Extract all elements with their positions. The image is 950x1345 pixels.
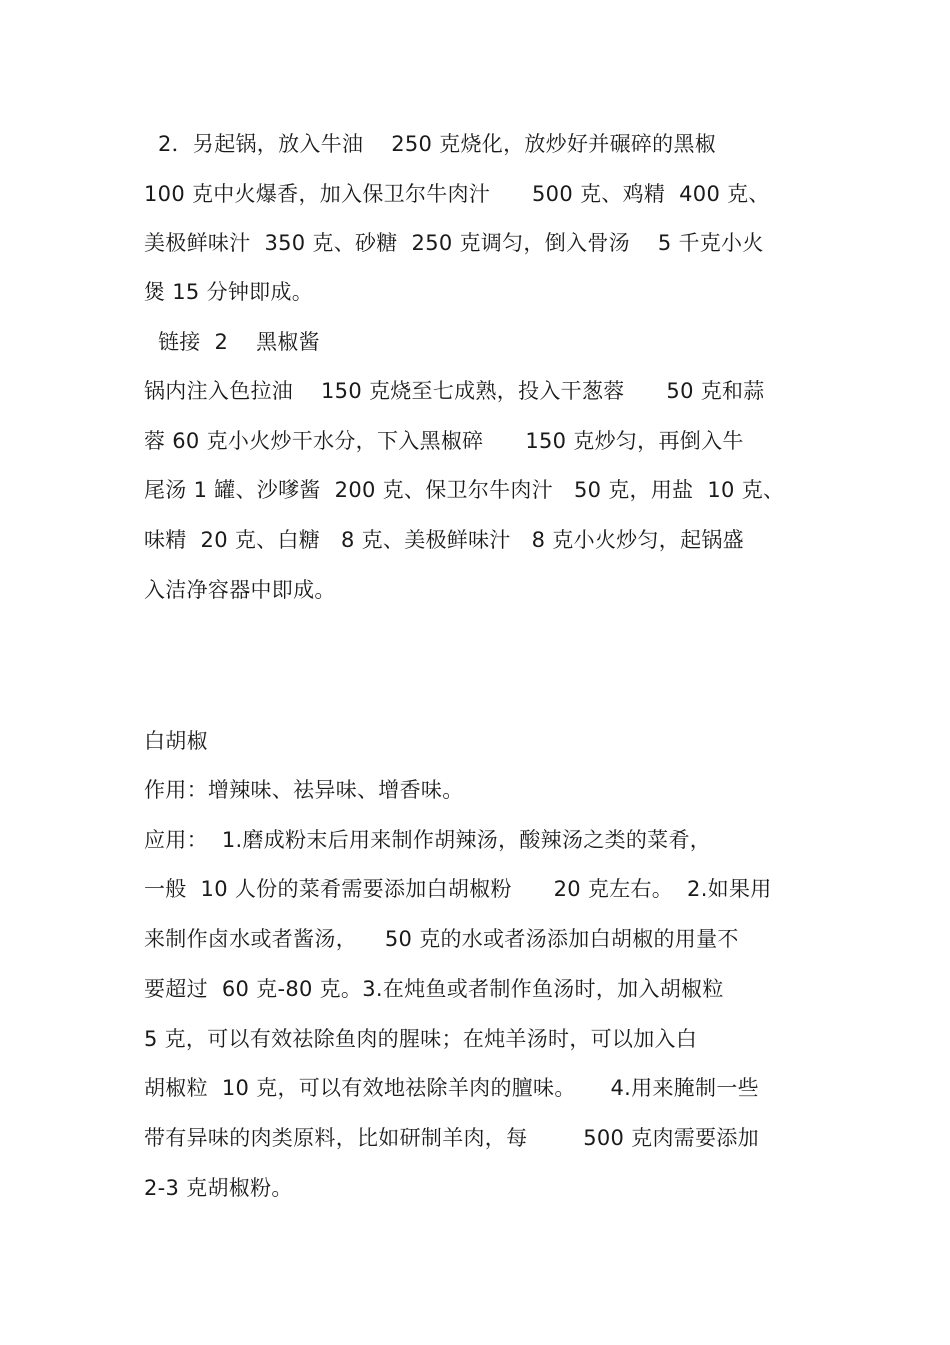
section2-line-2: 蓉 60 克小火炒干水分，下入黑椒碎 150 克炒匀，再倒入牛 <box>144 429 744 453</box>
section1-line-2: 100 克中火爆香，加入保卫尔牛肉汁 500 克、鸡精 400 克、 <box>144 182 770 206</box>
section3-line-1: 应用： 1.磨成粉末后用来制作胡辣汤，酸辣汤之类的菜肴， <box>144 828 712 852</box>
section2-line-5: 入洁净容器中即成。 <box>144 578 336 602</box>
section1-line-1: 2．另起锅，放入牛油 250 克烧化，放炒好并碾碎的黑椒 <box>144 132 717 156</box>
section3-line-3: 来制作卤水或者酱汤， 50 克的水或者汤添加白胡椒的用量不 <box>144 927 739 951</box>
section1-line-3: 美极鲜味汁 350 克、砂糖 250 克调匀，倒入骨汤 5 千克小火 <box>144 231 764 255</box>
section1-line-4: 煲 15 分钟即成。 <box>144 280 314 304</box>
section3-line-8: 2-3 克胡椒粉。 <box>144 1176 293 1200</box>
section2-heading: 链接 2 黑椒酱 <box>144 330 320 354</box>
section2-line-1: 锅内注入色拉油 150 克烧至七成熟，投入干葱蓉 50 克和蒜 <box>144 379 765 403</box>
section3-title: 白胡椒 <box>144 729 208 753</box>
section2-line-3: 尾汤 1 罐、沙嗲酱 200 克、保卫尔牛肉汁 50 克，用盐 10 克、 <box>144 478 785 502</box>
section2-line-4: 味精 20 克、白糖 8 克、美极鲜味汁 8 克小火炒匀，起锅盛 <box>144 528 744 552</box>
section3-line-4: 要超过 60 克-80 克。3.在炖鱼或者制作鱼汤时，加入胡椒粒 <box>144 977 724 1001</box>
section3-line-7: 带有异味的肉类原料，比如研制羊肉，每 500 克肉需要添加 <box>144 1126 759 1150</box>
section3-line-5: 5 克，可以有效祛除鱼肉的腥味；在炖羊汤时，可以加入白 <box>144 1027 698 1051</box>
section3-effect: 作用：增辣味、祛异味、增香味。 <box>144 778 464 802</box>
section3-line-2: 一般 10 人份的菜肴需要添加白胡椒粉 20 克左右。 2.如果用 <box>144 877 772 901</box>
section3-line-6: 胡椒粒 10 克，可以有效地祛除羊肉的膻味。 4.用来腌制一些 <box>144 1076 759 1100</box>
